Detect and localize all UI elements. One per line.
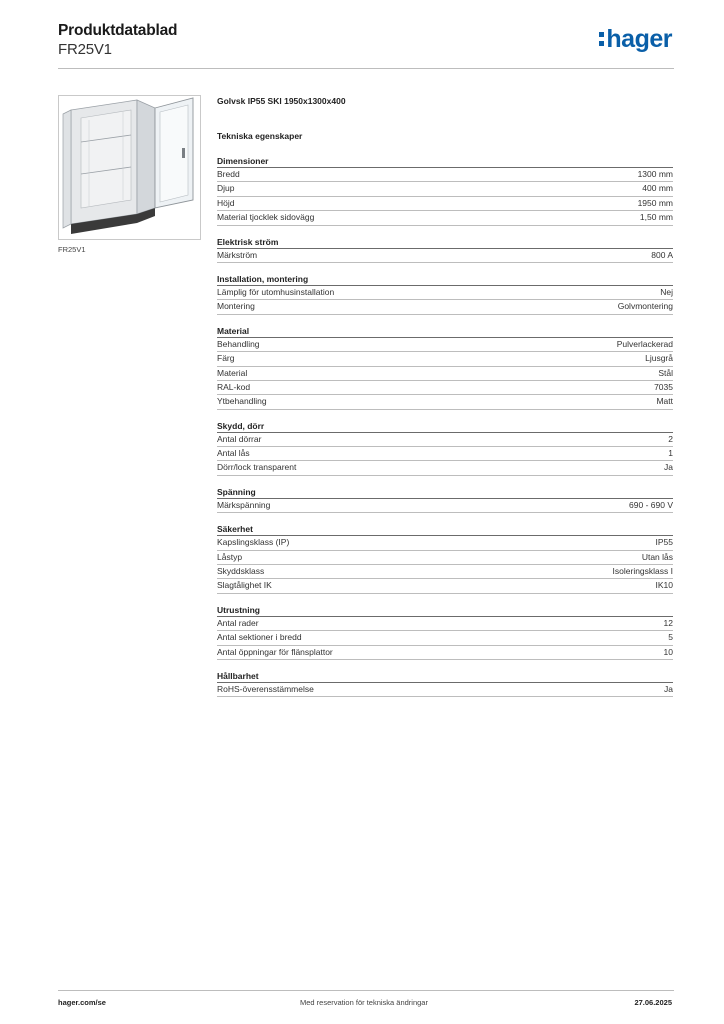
product-name: Golvsk IP55 SKl 1950x1300x400 (217, 96, 346, 106)
footer-note: Med reservation för tekniska ändringar (300, 998, 428, 1007)
spec-group-title: Installation, montering (217, 273, 673, 286)
spec-group (217, 273, 673, 315)
spec-row (217, 617, 673, 631)
spec-row (217, 197, 673, 211)
spec-row (217, 683, 673, 697)
page-header (58, 22, 674, 70)
spec-group (217, 670, 673, 697)
logo-dots-icon (599, 32, 604, 46)
spec-group-title: Skydd, dörr (217, 420, 673, 433)
spec-group (217, 420, 673, 476)
footer-divider (58, 990, 674, 991)
spec-label: Slagtålighet IK (217, 580, 272, 591)
spec-label: Montering (217, 301, 255, 312)
spec-row (217, 286, 673, 300)
spec-value: Stål (658, 367, 673, 378)
spec-group (217, 523, 673, 594)
spec-row (217, 168, 673, 182)
spec-row (217, 646, 673, 660)
spec-value: 5 (668, 632, 673, 643)
spec-value: IP55 (655, 537, 673, 548)
spec-row (217, 211, 673, 225)
spec-group (217, 325, 673, 410)
spec-value: 12 (663, 617, 673, 628)
spec-value: Isoleringsklass I (612, 566, 673, 577)
spec-label: RoHS-överensstämmelse (217, 683, 314, 694)
spec-content (217, 96, 673, 697)
spec-value: 1300 mm (637, 169, 673, 179)
footer-date: 27.06.2025 (634, 998, 672, 1007)
spec-row (217, 631, 673, 645)
spec-row (217, 381, 673, 395)
spec-value: 1,50 mm (639, 212, 673, 223)
spec-row (217, 447, 673, 461)
spec-label: Skyddsklass (217, 566, 265, 577)
spec-label: Antal rader (217, 617, 259, 628)
document-title: Produktdatablad (58, 22, 178, 39)
spec-row (217, 579, 673, 593)
spec-label: Djup (217, 183, 235, 194)
header-divider (58, 68, 674, 69)
spec-group (217, 236, 673, 263)
spec-value: 10 (663, 646, 673, 657)
product-code: FR25V1 (58, 41, 112, 58)
spec-row (217, 300, 673, 314)
spec-label: Dörr/lock transparent (217, 462, 297, 473)
spec-value: 800 A (651, 249, 673, 260)
spec-value: Pulverlackerad (616, 338, 673, 349)
spec-value: 1 (668, 448, 673, 459)
spec-row (217, 499, 673, 513)
spec-value: Ja (664, 462, 673, 473)
spec-value: Matt (656, 396, 673, 407)
spec-row (217, 338, 673, 352)
spec-group-title: Dimensioner (217, 155, 673, 168)
spec-row (217, 551, 673, 565)
spec-label: Färg (217, 353, 235, 364)
section-heading: Tekniska egenskaper (217, 131, 303, 141)
spec-groups (217, 155, 673, 697)
spec-value: 7035 (654, 381, 673, 392)
spec-row (217, 461, 673, 475)
spec-value: Ljusgrå (645, 353, 673, 364)
product-image (58, 95, 201, 240)
spec-label: Höjd (217, 197, 235, 208)
spec-group-title: Spänning (217, 486, 673, 499)
spec-group (217, 486, 673, 513)
spec-value: 2 (668, 433, 673, 444)
spec-label: Bredd (217, 169, 240, 179)
spec-label: Antal lås (217, 448, 250, 459)
spec-group (217, 604, 673, 660)
spec-group-title: Hållbarhet (217, 670, 673, 683)
hager-logo (599, 25, 672, 54)
footer-website: hager.com/se (58, 998, 106, 1007)
floor-cabinet-icon (59, 96, 200, 239)
spec-row (217, 395, 673, 409)
spec-group (217, 155, 673, 226)
spec-row (217, 182, 673, 196)
spec-value: 1950 mm (637, 197, 673, 208)
spec-label: RAL-kod (217, 381, 251, 392)
spec-row (217, 367, 673, 381)
spec-label: Antal sektioner i bredd (217, 632, 302, 643)
spec-value: Golvmontering (617, 301, 673, 312)
spec-value: 690 - 690 V (629, 499, 673, 510)
spec-row (217, 433, 673, 447)
spec-label: Antal dörrar (217, 433, 262, 444)
spec-value: IK10 (655, 580, 673, 591)
spec-label: Behandling (217, 338, 260, 349)
spec-value: Nej (660, 286, 673, 297)
spec-label: Material tjocklek sidovägg (217, 212, 315, 223)
spec-value: Utan lås (641, 551, 673, 562)
spec-label: Ytbehandling (217, 396, 267, 407)
spec-group-title: Utrustning (217, 604, 673, 617)
spec-label: Låstyp (217, 551, 243, 562)
spec-label: Märkström (217, 249, 258, 260)
spec-label: Kapslingsklass (IP) (217, 537, 290, 548)
spec-label: Material (217, 367, 248, 378)
spec-group-title: Säkerhet (217, 523, 673, 536)
spec-label: Märkspänning (217, 499, 271, 510)
spec-row (217, 352, 673, 366)
spec-value: 400 mm (642, 183, 673, 194)
spec-label: Antal öppningar för flänsplattor (217, 646, 333, 657)
spec-value: Ja (664, 683, 673, 694)
spec-row (217, 536, 673, 550)
spec-group-title: Elektrisk ström (217, 236, 673, 249)
spec-row (217, 249, 673, 263)
image-caption: FR25V1 (58, 245, 86, 254)
logo-text: hager (606, 25, 672, 53)
spec-row (217, 565, 673, 579)
spec-label: Lämplig för utomhusinstallation (217, 286, 335, 297)
spec-group-title: Material (217, 325, 673, 338)
